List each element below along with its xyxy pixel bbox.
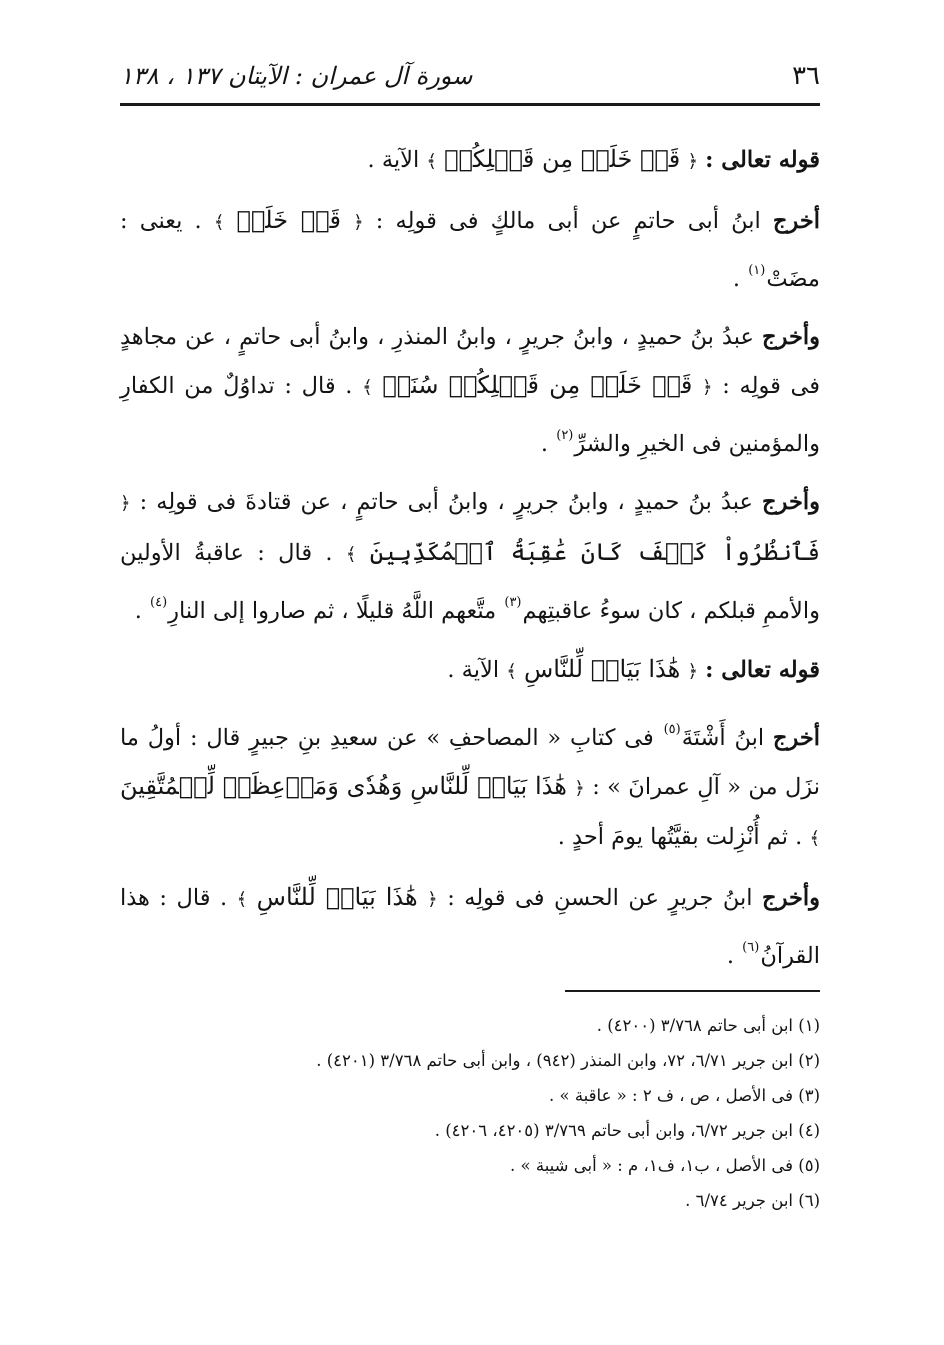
header-rule bbox=[120, 103, 820, 106]
quran-verse: هَٰذَا بَيَانٞ لِّلنَّاسِ bbox=[523, 655, 681, 683]
text-run: فى كتابِ « المصاحفِ » عن سعيدِ بنِ جبيرٍ قال : أولُ ما نزَل من « آلِ عمرانَ » : bbox=[120, 725, 820, 800]
text-run: ابنُ جريرٍ عن الحسنِ فى قولِه : bbox=[437, 885, 763, 911]
text-run: . يعنى : مضَتْ bbox=[120, 208, 820, 292]
footnote-ref: (٢) bbox=[556, 428, 574, 443]
paragraph-lead: أخرج bbox=[772, 208, 820, 234]
paragraph-6 bbox=[120, 706, 820, 863]
ornate-bracket-open: ﴿ bbox=[687, 661, 698, 682]
ornate-bracket-close: ﴾ bbox=[362, 377, 373, 398]
text-run: . قال : هذا القرآنُ bbox=[120, 885, 820, 969]
ornate-bracket-open: ﴿ bbox=[574, 778, 585, 799]
text-run: . bbox=[540, 431, 556, 457]
paragraph-lead: قوله تعالى : bbox=[705, 657, 820, 683]
footnote-rule bbox=[565, 990, 820, 992]
ornate-bracket-open: ﴿ bbox=[687, 151, 698, 172]
page-number: ٣٦ bbox=[792, 61, 820, 91]
paragraph-2 bbox=[120, 196, 820, 303]
main-text bbox=[120, 135, 820, 990]
text-run: الآية . bbox=[447, 657, 507, 683]
footnote-ref: (٥) bbox=[663, 722, 681, 737]
footnote-ref: (٦) bbox=[742, 940, 760, 955]
footnote-2: (٢) ابن جرير ٦/٧١، ٧٢، وابن المنذر (٩٤٢) ، وابن أبى حاتم ٣/٧٦٨ (٤٢٠١) . bbox=[316, 1051, 820, 1070]
text-run: . bbox=[726, 943, 742, 969]
quran-verse: قَدۡ خَلَتۡ مِن قَبۡلِكُمۡ سُنَنٞ bbox=[382, 371, 693, 399]
footnote-4: (٤) ابن جرير ٦/٧٢، وابن أبى حاتم ٣/٧٦٩ (٤٢٠٥، ٤٢٠٦) . bbox=[434, 1121, 820, 1140]
footnote-6: (٦) ابن جرير ٦/٧٤ . bbox=[685, 1191, 820, 1210]
paragraph-7 bbox=[120, 873, 820, 980]
paragraph-5 bbox=[120, 645, 820, 696]
ornate-bracket-open: ﴿ bbox=[427, 889, 438, 910]
text-run: عبدُ بنُ حميدٍ ، وابنُ جريرٍ ، وابنُ أبى حاتمٍ ، عن قتادةَ فى قولِه : bbox=[130, 489, 763, 515]
footnote-ref: (١) bbox=[748, 263, 766, 278]
ornate-bracket-open: ﴿ bbox=[353, 212, 364, 233]
paragraph-4 bbox=[120, 478, 820, 635]
paragraph-lead: وأخرج bbox=[762, 324, 820, 350]
quran-verse: هَٰذَا بَيَانٞ لِّلنَّاسِ وَهُدٗى وَمَوۡعِظَةٞ لِّلۡمُتَّقِينَ bbox=[120, 772, 567, 800]
paragraph-lead: قوله تعالى : bbox=[705, 147, 820, 173]
text-run: متَّعهم اللَّهُ قليلًا ، ثم صاروا إلى النارِ bbox=[168, 598, 504, 624]
text-run: عبدُ بنُ حميدٍ ، وابنُ جريرٍ ، وابنُ المنذرِ ، وابنُ أبى حاتمٍ ، عن مجاهدٍ فى قولِه : bbox=[120, 324, 821, 399]
ornate-bracket-close: ﴾ bbox=[809, 828, 820, 849]
quran-verse: قَدۡ خَلَتۡ bbox=[236, 206, 341, 234]
text-run: . قال : عاقبةُ الأولين والأممِ قبلكم ، كان سوءُ عاقبتِهم bbox=[120, 540, 820, 624]
ornate-bracket-close: ﴾ bbox=[213, 212, 225, 233]
text-run: . قال : تداوُلٌ من الكفارِ والمؤمنين فى الخيرِ والشرِّ bbox=[120, 373, 820, 457]
ornate-bracket-close: ﴾ bbox=[345, 544, 357, 565]
quran-verse: قَدۡ خَلَتۡ مِن قَبۡلِكُمۡ bbox=[444, 145, 681, 173]
ornate-bracket-close: ﴾ bbox=[506, 661, 517, 682]
ornate-bracket-close: ﴾ bbox=[426, 151, 437, 172]
running-title: سورة آل عمران : الآيتان ١٣٧ ، ١٣٨ bbox=[120, 62, 473, 90]
ornate-bracket-close: ﴾ bbox=[236, 889, 248, 910]
footnote-ref: (٤) bbox=[150, 595, 168, 610]
text-run: الآية . bbox=[367, 147, 427, 173]
page-header bbox=[120, 56, 820, 96]
footnote-1: (١) ابن أبى حاتم ٣/٧٦٨ (٤٢٠٠) . bbox=[596, 1016, 820, 1035]
footnote-5: (٥) فى الأصل ، ب١، ف١، م : « أبى شيبة » . bbox=[510, 1156, 820, 1175]
footnote-3: (٣) فى الأصل ، ص ، ف ٢ : « عاقبة » . bbox=[549, 1086, 820, 1105]
text-run: . ثم أُنْزِلت بقيَّتُها يومَ أحدٍ . bbox=[557, 824, 810, 850]
paragraph-lead: وأخرج bbox=[762, 885, 821, 911]
paragraph-lead: وأخرج bbox=[762, 489, 820, 515]
ornate-bracket-open: ﴿ bbox=[702, 377, 713, 398]
footnotes bbox=[120, 1008, 820, 1218]
text-run: ابنُ أبى حاتمٍ عن أبى مالكٍ فى قولِه : bbox=[363, 208, 773, 234]
paragraph-lead: أخرج bbox=[772, 725, 820, 751]
text-run: . bbox=[732, 266, 748, 292]
text-run: . bbox=[134, 598, 149, 624]
quran-verse: هَٰذَا بَيَانٞ لِّلنَّاسِ bbox=[256, 883, 418, 911]
quran-verse: فَٱنظُرُواْ كَيۡفَ كَانَ عَٰقِبَةُ ٱلۡمُكَذِّبِينَ bbox=[369, 538, 821, 566]
paragraph-3 bbox=[120, 313, 820, 468]
footnote-ref: (٣) bbox=[504, 595, 522, 610]
ornate-bracket-open: ﴿ bbox=[120, 493, 131, 514]
text-run: ابنُ أَشْتَةَ bbox=[681, 725, 773, 751]
paragraph-1 bbox=[120, 135, 820, 186]
